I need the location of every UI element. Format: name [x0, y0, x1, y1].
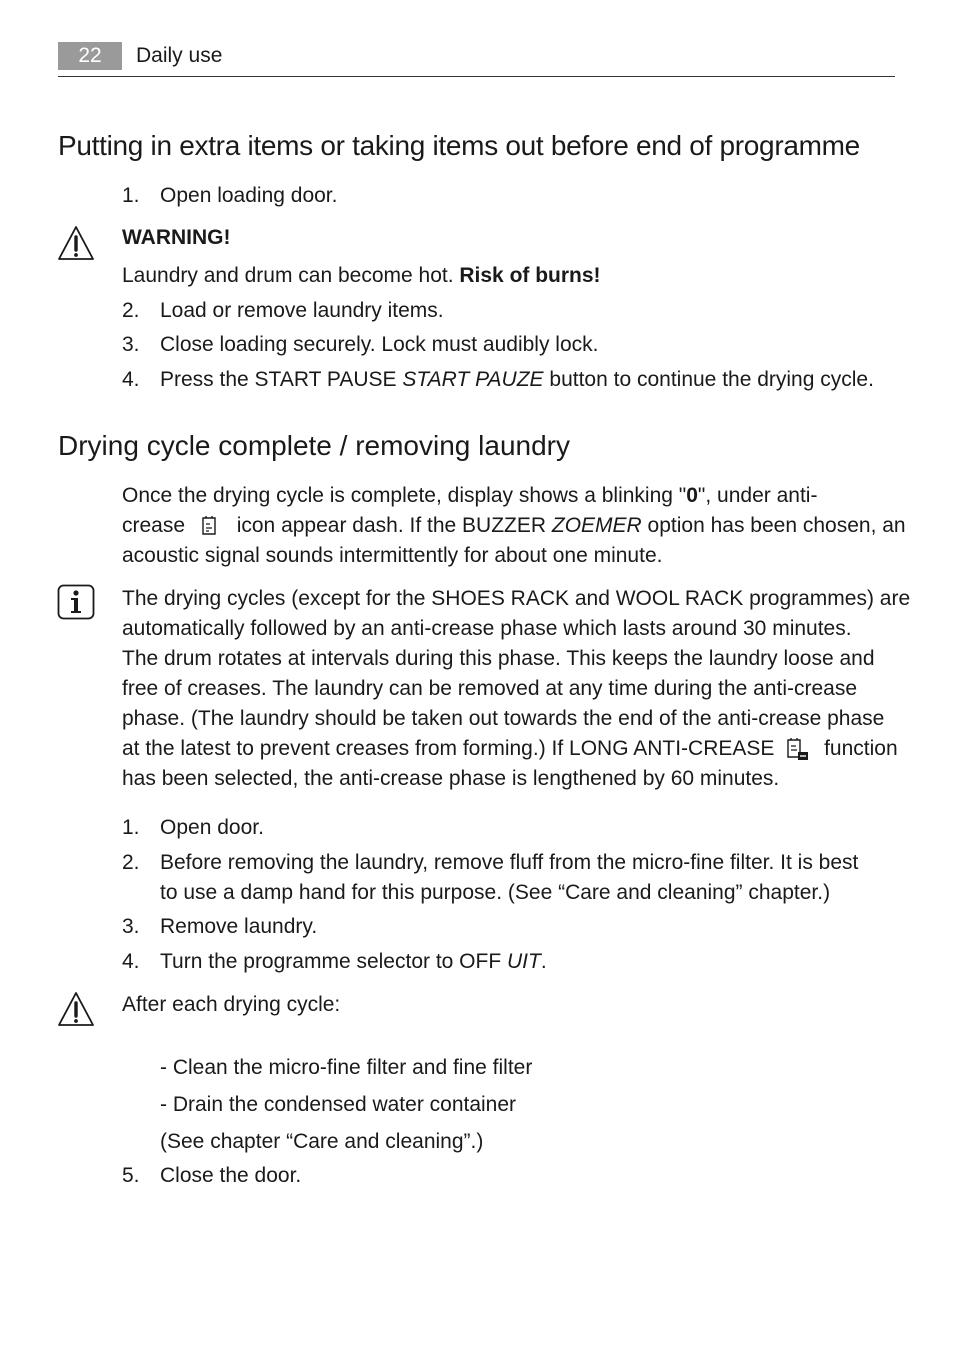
info-text: at the latest to prevent creases from forming.) If LONG ANTI-CREASE [122, 737, 781, 760]
step-text-plain: . [540, 950, 547, 973]
intro-text: Once the drying cycle is complete, display shows a blinking " [122, 484, 687, 507]
info-icon [57, 584, 95, 620]
info-line-7: has been selected, the anti-crease phase is lengthened by 60 minutes. [122, 767, 780, 790]
intro-line-1 [122, 481, 817, 511]
warning-heading: WARNING! [122, 226, 231, 249]
intro-text: ", under anti- [697, 484, 818, 507]
step-number: 3. [122, 333, 140, 356]
step-text-plain: button to continue the drying cycle. [543, 368, 874, 391]
section-name: Daily use [136, 44, 223, 67]
step-text-plain: Turn the programme selector to OFF [160, 950, 508, 973]
intro-line-3: acoustic signal sounds intermittently for about one minute. [122, 544, 663, 567]
step-number: 5. [122, 1164, 140, 1187]
info-line-6 [122, 734, 898, 764]
list-item [122, 181, 882, 211]
page-number: 22 [58, 42, 122, 70]
warning-text [122, 261, 601, 291]
step-text-italic: START PAUZE [402, 368, 544, 391]
header-rule [58, 76, 895, 77]
step-number: 4. [122, 368, 140, 391]
info-line-4: free of creases. The laundry can be removed at any time during the anti-crease [122, 677, 858, 700]
list-item [122, 912, 882, 942]
list-item [122, 296, 882, 326]
step-text-italic: UIT [507, 950, 541, 973]
intro-line-2 [122, 511, 906, 541]
intro-text: crease [122, 514, 191, 537]
intro-text-bold: 0 [686, 484, 698, 507]
long-anti-crease-icon [782, 737, 812, 761]
step-text [160, 365, 874, 395]
list-item [122, 1161, 882, 1191]
info-line-5: phase. (The laundry should be taken out towards the end of the anti-crease phase [122, 707, 885, 730]
step-text: Open door. [160, 816, 264, 839]
intro-text: icon appear dash. If the BUZZER [230, 514, 552, 537]
after-cycle-item: - Drain the condensed water container [160, 1093, 517, 1116]
list-item [122, 330, 882, 360]
after-cycle-note: (See chapter “Care and cleaning”.) [160, 1130, 484, 1153]
step-text [160, 947, 547, 977]
warning-icon [57, 991, 95, 1027]
info-line-3: The drum rotates at intervals during this phase. This keeps the laundry loose and [122, 647, 875, 670]
info-line-2: automatically followed by an anti-crease phase which lasts around 30 minutes. [122, 617, 852, 640]
step-text: Load or remove laundry items. [160, 299, 444, 322]
step-text: Remove laundry. [160, 915, 318, 938]
list-item [122, 848, 902, 908]
step-number: 2. [122, 299, 140, 322]
step-text-plain: Press the START PAUSE [160, 368, 403, 391]
list-item [122, 365, 882, 395]
warning-text-plain: Laundry and drum can become hot. [122, 264, 460, 287]
step-number: 1. [122, 184, 140, 207]
info-text: function [818, 737, 898, 760]
section-title-drying-complete: Drying cycle complete / removing laundry [58, 430, 570, 461]
intro-text-italic: ZOEMER [551, 514, 642, 537]
after-cycle-item: - Clean the micro-fine filter and fine filter [160, 1056, 533, 1079]
step-text: Open loading door. [160, 184, 338, 207]
section-title-extra-items: Putting in extra items or taking items out before end of programme [58, 130, 860, 161]
warning-text-bold: Risk of burns! [459, 264, 601, 287]
anti-crease-icon [195, 515, 225, 537]
step-number: 4. [122, 950, 140, 973]
intro-text: option has been chosen, an [641, 514, 906, 537]
after-cycle-heading: After each drying cycle: [122, 993, 341, 1016]
info-line-1: The drying cycles (except for the SHOES RACK and WOOL RACK programmes) are [122, 587, 911, 610]
step-text: Close the door. [160, 1164, 302, 1187]
list-item [122, 813, 882, 843]
step-number: 3. [122, 915, 140, 938]
step-text: Before removing the laundry, remove fluff from the micro-fine filter. It is best [160, 851, 859, 874]
step-text: to use a damp hand for this purpose. (See “Care and cleaning” chapter.) [160, 881, 831, 904]
list-item [122, 947, 882, 977]
step-number: 2. [122, 851, 140, 874]
step-number: 1. [122, 816, 140, 839]
step-text: Close loading securely. Lock must audibly lock. [160, 333, 599, 356]
warning-icon [57, 225, 95, 261]
